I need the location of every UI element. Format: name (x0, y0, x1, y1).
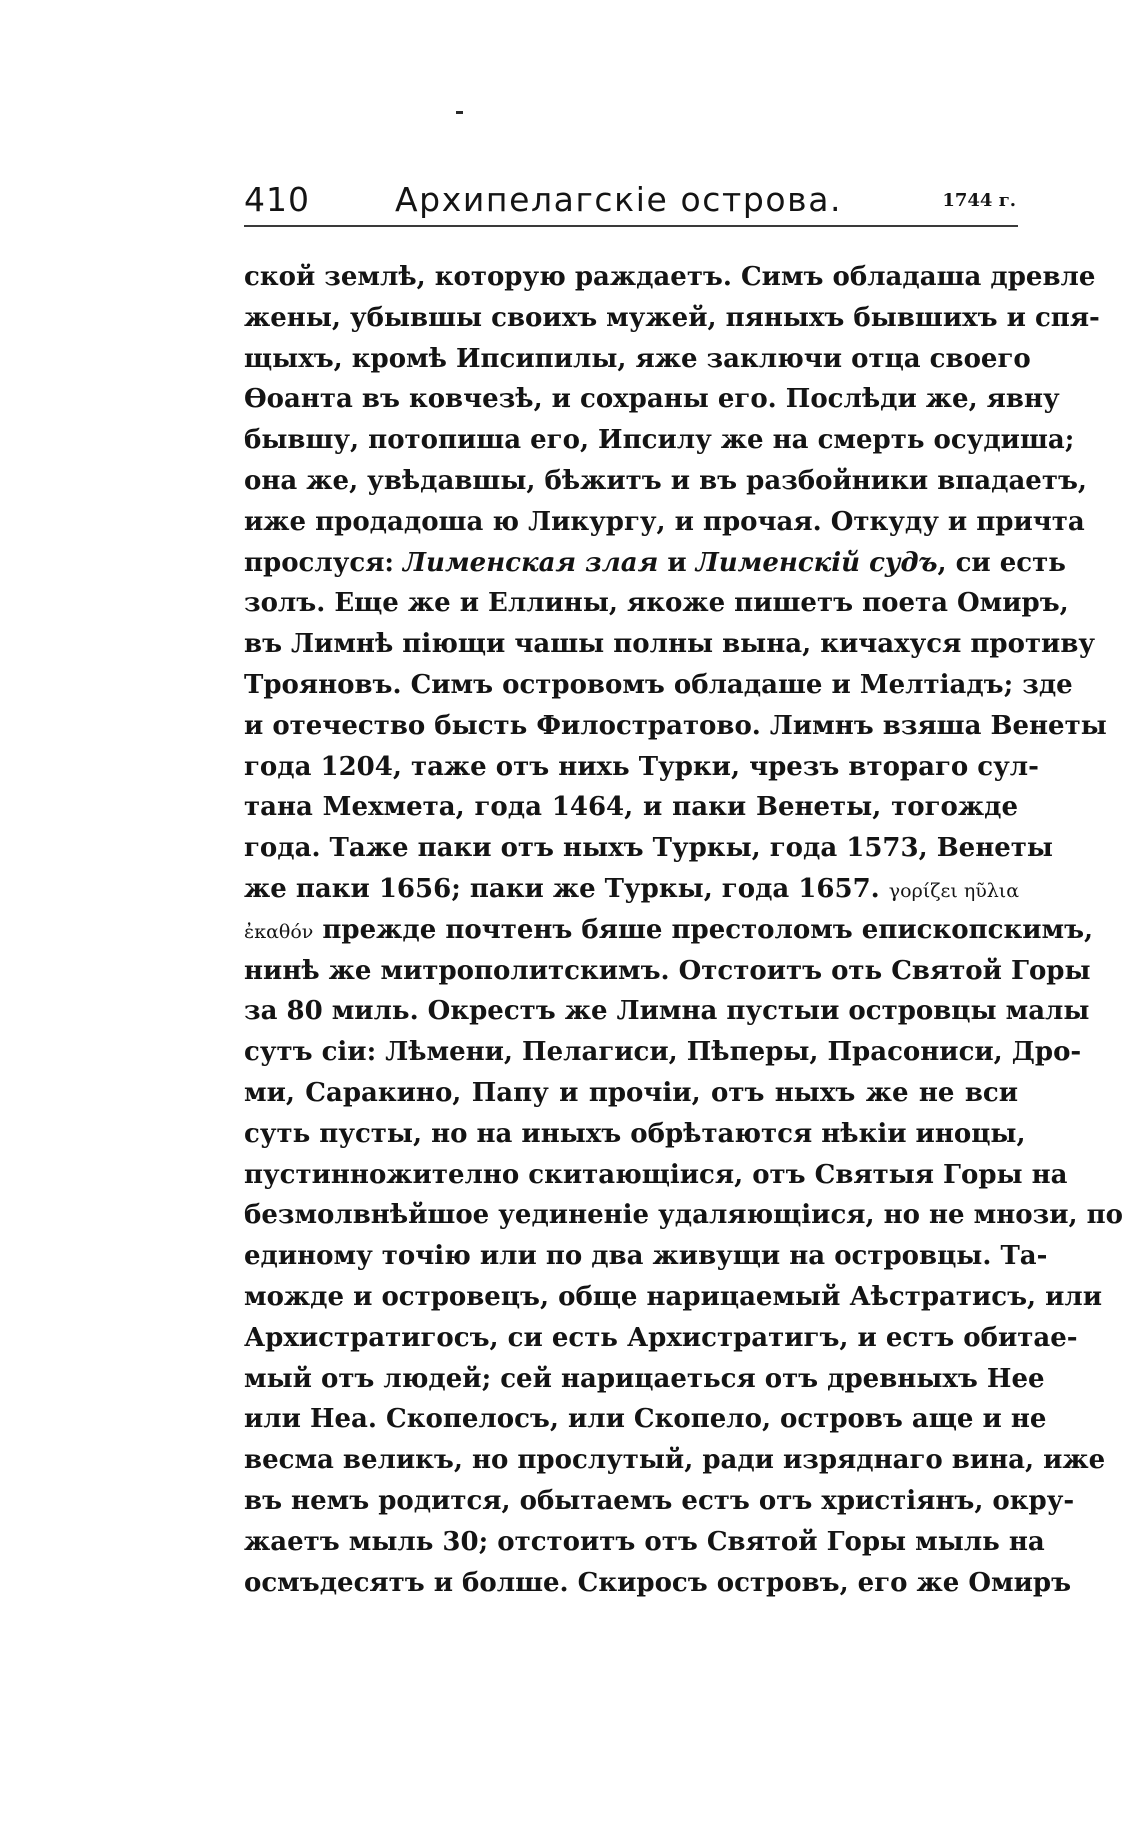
printer-mark (456, 111, 463, 114)
text-line (244, 624, 1096, 665)
text-line (244, 583, 1069, 624)
text-line (244, 1155, 1068, 1196)
text-run: мый отъ людей; сей нарицаеться отъ древныхъ Нее (244, 1363, 1045, 1394)
text-line (244, 543, 1066, 584)
greek-phrase: γορίζει ηῦλια (888, 879, 1020, 902)
text-line (244, 1563, 1072, 1604)
header-rule (244, 225, 1018, 227)
text-run: она же, увѣдавшы, бѣжитъ и въ разбойники впадаетъ, (244, 465, 1087, 496)
text-line (244, 1236, 1048, 1277)
greek-phrase: ἐκαθόν (244, 920, 314, 943)
running-title: Архипелагскіе острова. (395, 180, 843, 219)
text-run: безмолвнѣйшое уединеніе удаляющіися, но не мнози, по (244, 1200, 1123, 1231)
running-head (244, 180, 1018, 228)
text-run: щыхъ, кромѣ Ипсипилы, яже заключи отца своего (244, 343, 1031, 374)
text-run: можде и островецъ, обще нарицаемый Аѣстратисъ, или (244, 1281, 1103, 1312)
text-run: года. Таже паки отъ ныхъ Туркы, года 1573, Венеты (244, 833, 1053, 864)
text-line (244, 1318, 1078, 1359)
body-text (244, 257, 1123, 1603)
text-run: тана Мехмета, года 1464, и паки Венеты, тогожде (244, 792, 1018, 823)
running-year: 1744 г. (942, 190, 1016, 211)
text-line (244, 298, 1100, 339)
text-line (244, 951, 1091, 992)
text-run: иже продадоша ю Ликургу, и прочая. Откуду и причта (244, 506, 1085, 537)
text-run: за 80 миль. Окрестъ же Лимна пустыи островцы малы (244, 996, 1090, 1027)
text-run: ской землѣ, которую раждаетъ. Симъ обладаша древле (244, 262, 1096, 292)
text-line (244, 379, 1060, 420)
text-line (244, 1073, 1018, 1114)
text-line (244, 420, 1075, 461)
text-run: весма великъ, но прослутый, ради изряднаго вина, иже (244, 1445, 1106, 1476)
text-line (244, 869, 1018, 910)
text-line (244, 828, 1053, 869)
text-run: пустинножително скитающіися, отъ Святыя Горы на (244, 1159, 1068, 1190)
text-run: или Неа. Скопелосъ, или Скопело, островъ аще и не (244, 1404, 1047, 1435)
text-line (244, 747, 1039, 788)
text-run: Архистратигосъ, си есть Архистратигъ, и естъ обитае- (244, 1322, 1078, 1353)
text-run: суть пусты, но на иныхъ обрѣтаются нѣкіи иноцы, (244, 1118, 1026, 1149)
text-run: въ немъ родится, обытаемъ естъ отъ христіянъ, окру- (244, 1485, 1075, 1516)
text-run: и отечество бысть Филостратово. Лимнъ взяша Венеты (244, 710, 1107, 741)
text-run: , си есть (937, 547, 1066, 578)
italic-phrase: Лименская злая (403, 547, 659, 578)
italic-phrase: Лименскій судъ (695, 547, 938, 578)
text-run: года 1204, таже отъ нихь Турки, чрезъ втораго сул- (244, 751, 1039, 782)
page-number: 410 (244, 180, 310, 219)
text-run: жены, убывшы своихъ мужей, пяныхъ бывшихъ и спя- (244, 302, 1100, 333)
text-line (244, 1277, 1103, 1318)
text-line (244, 502, 1085, 543)
text-line (244, 1195, 1123, 1236)
text-run: единому точію или по два живущи на островцы. Та- (244, 1241, 1048, 1272)
text-line (244, 1522, 1045, 1563)
text-line (244, 787, 1018, 828)
text-line (244, 461, 1087, 502)
text-run: въ Лимнѣ піющи чашы полны вына, кичахуся противу (244, 629, 1096, 660)
text-run: Трояновъ. Симъ островомъ обладаше и Мелтіадъ; зде (244, 669, 1073, 700)
text-line (244, 1399, 1047, 1440)
text-run: же паки 1656; паки же Туркы, года 1657. (244, 873, 889, 904)
text-line (244, 1481, 1075, 1522)
text-run: ми, Саракино, Папу и прочіи, отъ ныхъ же не вси (244, 1077, 1018, 1108)
text-line (244, 1440, 1106, 1481)
text-run: нинѣ же митрополитскимъ. Отстоитъ оть Святой Горы (244, 955, 1091, 986)
text-run: прослуся: (244, 547, 404, 578)
text-run: золъ. Еще же и Еллины, якоже пишетъ поета Омиръ, (244, 588, 1069, 619)
text-run: и (658, 547, 696, 578)
text-run: бывшу, потопиша его, Ипсилу же на смерть осудиша; (244, 425, 1075, 456)
text-run: Ѳоанта въ ковчезѣ, и сохраны его. Послѣди же, явну (244, 384, 1060, 415)
text-line (244, 1032, 1082, 1073)
text-line (244, 706, 1107, 747)
text-run: сутъ сіи: Лѣмени, Пелагиси, Пѣперы, Прасониси, Дро- (244, 1037, 1082, 1068)
text-line (244, 910, 1094, 951)
text-line (244, 991, 1090, 1032)
text-line (244, 1359, 1045, 1400)
text-line (244, 257, 1096, 298)
text-run: осмъдесятъ и болше. Скиросъ островъ, его же Омиръ (244, 1567, 1072, 1598)
text-run: прежде почтенъ бяше престоломъ епископскимъ, (313, 914, 1094, 945)
text-line (244, 665, 1073, 706)
text-line (244, 1114, 1026, 1155)
text-line (244, 339, 1031, 380)
text-run: жаетъ мыль 30; отстоитъ отъ Святой Горы мыль на (244, 1526, 1045, 1557)
